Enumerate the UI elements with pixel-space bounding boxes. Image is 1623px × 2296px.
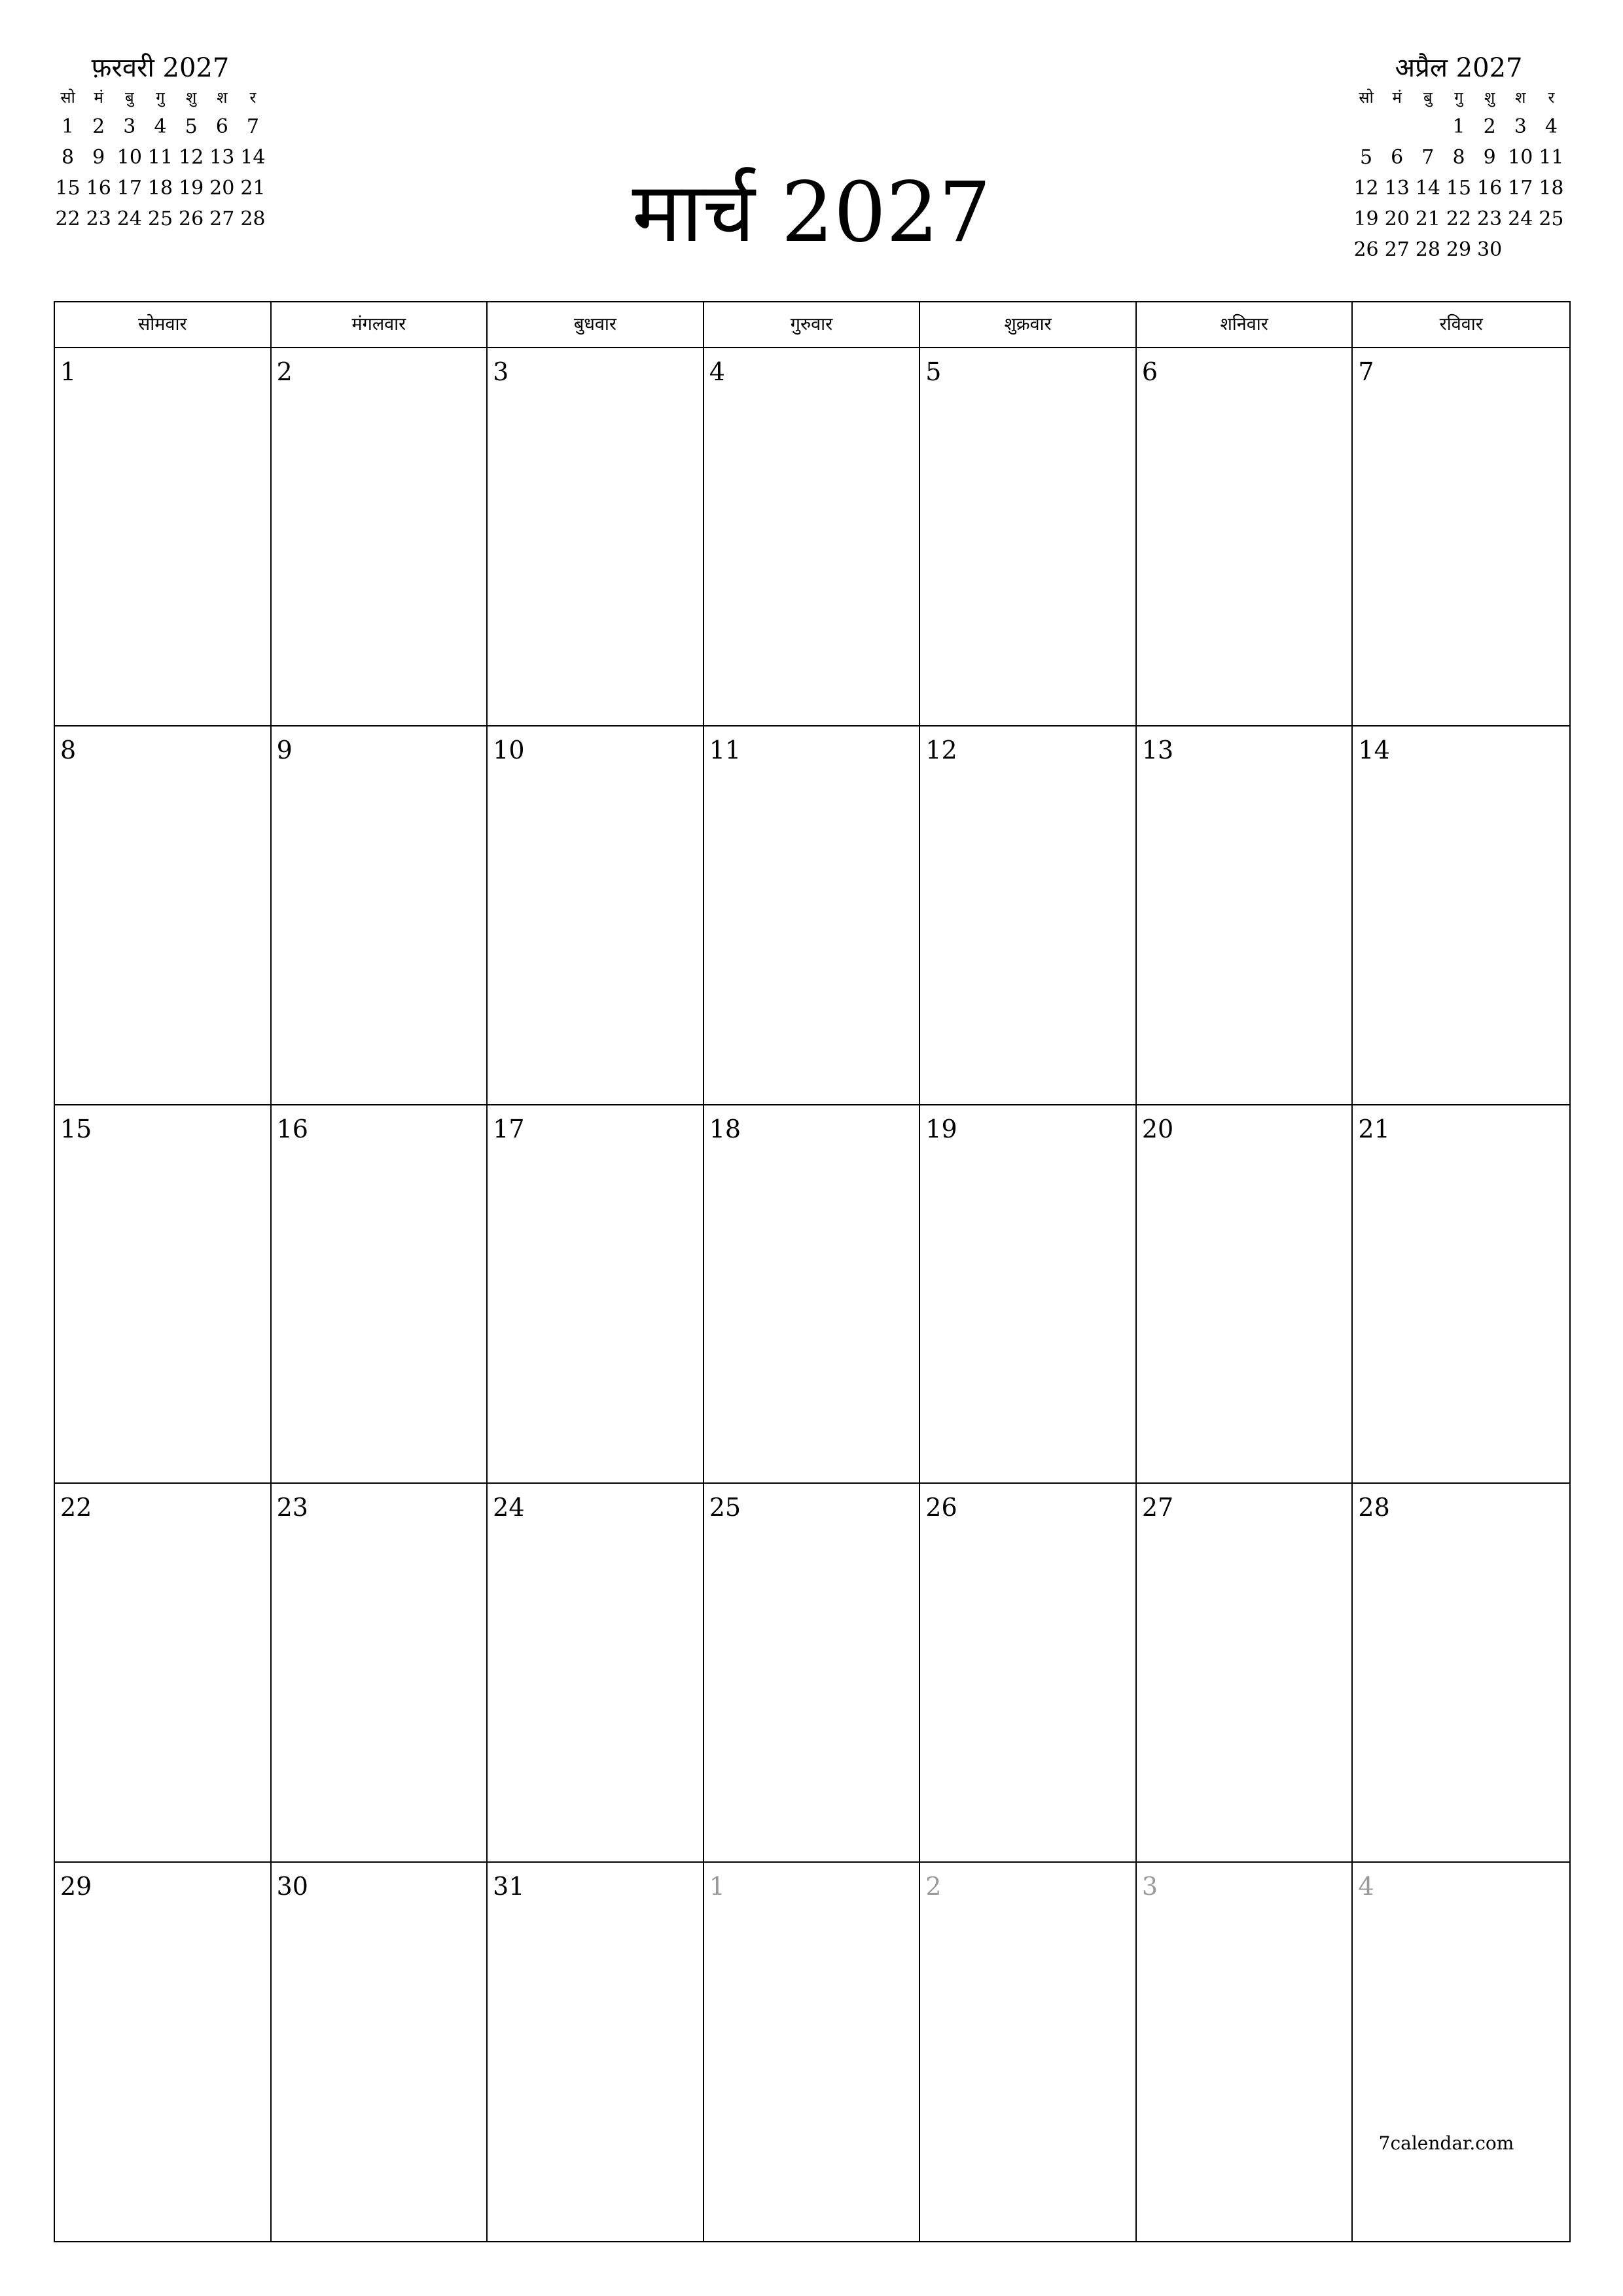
prev-month-day: 17 <box>116 177 142 200</box>
day-cell <box>55 348 272 726</box>
next-month-day: 7 <box>1421 146 1435 169</box>
day-cell <box>1353 726 1569 1105</box>
day-number: 16 <box>276 1114 308 1143</box>
day-number: 28 <box>1358 1493 1390 1522</box>
prev-month-day: 10 <box>116 146 142 169</box>
day-number: 19 <box>925 1114 957 1143</box>
day-cell <box>1137 1105 1353 1484</box>
prev-month-weekday-header: सो <box>60 88 75 107</box>
next-month-weekday-header: गु <box>1454 88 1463 107</box>
day-cell <box>704 1105 921 1484</box>
next-month-day: 26 <box>1353 238 1379 261</box>
weekday-header: शुक्रवार <box>920 302 1137 348</box>
other-month-day-number: 1 <box>709 1871 725 1901</box>
day-cell <box>55 1863 272 2241</box>
next-month-day: 27 <box>1384 238 1410 261</box>
day-number: 9 <box>276 736 293 765</box>
prev-month-day: 1 <box>62 115 75 138</box>
day-cell <box>1137 348 1353 726</box>
day-number: 17 <box>493 1114 525 1143</box>
prev-month-weekday-header: र <box>249 88 257 107</box>
prev-month-day: 18 <box>147 177 173 200</box>
day-cell <box>1137 726 1353 1105</box>
day-number: 30 <box>276 1871 308 1901</box>
next-month-day: 28 <box>1415 238 1440 261</box>
prev-month-day: 20 <box>209 177 235 200</box>
day-cell <box>704 1863 921 2241</box>
next-month-day <box>1351 111 1382 142</box>
prev-month-weekday-header: गु <box>156 88 165 107</box>
day-cell <box>1353 348 1569 726</box>
prev-month-day: 11 <box>147 146 173 169</box>
prev-month-day: 19 <box>179 177 204 200</box>
next-month-day: 24 <box>1508 207 1533 230</box>
next-month-weekday-header: बु <box>1423 88 1433 107</box>
prev-month-day: 27 <box>209 207 235 230</box>
day-cell <box>1353 1105 1569 1484</box>
day-number: 10 <box>493 736 525 765</box>
prev-month-day: 21 <box>240 177 266 200</box>
day-number: 18 <box>709 1114 741 1143</box>
next-month-day: 2 <box>1483 115 1496 138</box>
next-month-day: 15 <box>1446 177 1472 200</box>
next-month-day: 6 <box>1391 146 1404 169</box>
next-month-day: 9 <box>1483 146 1496 169</box>
next-month-day: 19 <box>1353 207 1379 230</box>
prev-month-weekday-header: श <box>217 88 228 107</box>
day-cell <box>272 348 488 726</box>
next-month-day: 5 <box>1360 146 1373 169</box>
prev-month-day: 28 <box>240 207 266 230</box>
prev-month-weekday-header: मं <box>94 88 103 107</box>
weekday-header: मंगलवार <box>272 302 488 348</box>
day-number: 11 <box>709 736 741 765</box>
other-month-day-number: 3 <box>1141 1871 1158 1901</box>
day-cell <box>1353 1484 1569 1862</box>
day-number: 13 <box>1141 736 1174 765</box>
day-number: 14 <box>1358 736 1390 765</box>
day-number: 21 <box>1358 1114 1390 1143</box>
next-month-day: 13 <box>1384 177 1410 200</box>
next-month-day: 21 <box>1415 207 1440 230</box>
prev-month-day: 5 <box>185 115 198 138</box>
next-month-day: 4 <box>1544 115 1558 138</box>
day-cell <box>920 1484 1137 1862</box>
weekday-header: शनिवार <box>1137 302 1353 348</box>
day-number: 2 <box>276 357 293 386</box>
day-cell <box>704 726 921 1105</box>
prev-month-day: 3 <box>123 115 136 138</box>
day-cell <box>55 1484 272 1862</box>
next-month-weekday-header: श <box>1515 88 1526 107</box>
day-number: 15 <box>60 1114 92 1143</box>
day-number: 29 <box>60 1871 92 1901</box>
prev-month-day: 16 <box>86 177 111 200</box>
next-month-day: 17 <box>1508 177 1533 200</box>
next-month-day: 8 <box>1452 146 1465 169</box>
day-cell <box>488 726 704 1105</box>
weekday-header: रविवार <box>1353 302 1569 348</box>
next-month-title: अप्रैल 2027 <box>1395 53 1523 83</box>
next-month-weekday-header: र <box>1548 88 1555 107</box>
day-number: 8 <box>60 736 77 765</box>
prev-month-weekday-header: शु <box>185 88 197 107</box>
next-month-day: 3 <box>1514 115 1527 138</box>
prev-month-day: 2 <box>92 115 105 138</box>
day-cell <box>920 726 1137 1105</box>
prev-month-grid <box>52 84 268 234</box>
next-month-grid <box>1351 84 1567 265</box>
day-cell <box>488 1484 704 1862</box>
day-cell <box>272 726 488 1105</box>
month-calendar-grid <box>54 301 1571 2242</box>
next-month-mini-calendar <box>1351 52 1567 265</box>
next-month-weekday-header: शु <box>1484 88 1495 107</box>
day-number: 24 <box>493 1493 525 1522</box>
next-month-day: 16 <box>1477 177 1503 200</box>
day-cell <box>920 1863 1137 2241</box>
weekday-header: गुरुवार <box>704 302 921 348</box>
day-cell <box>920 348 1137 726</box>
site-credit: 7calendar.com <box>1378 2132 1514 2154</box>
day-number: 25 <box>709 1493 741 1522</box>
day-number: 23 <box>276 1493 308 1522</box>
day-number: 5 <box>925 357 942 386</box>
prev-month-day: 8 <box>62 146 75 169</box>
day-cell <box>704 348 921 726</box>
day-cell <box>55 1105 272 1484</box>
prev-month-day: 25 <box>147 207 173 230</box>
day-number: 3 <box>493 357 509 386</box>
other-month-day-number: 4 <box>1358 1871 1374 1901</box>
day-number: 31 <box>493 1871 525 1901</box>
prev-month-day: 24 <box>116 207 142 230</box>
prev-month-title: फ़रवरी 2027 <box>91 53 230 83</box>
prev-month-mini-calendar <box>52 52 268 234</box>
prev-month-day: 4 <box>154 115 167 138</box>
day-cell <box>488 348 704 726</box>
next-month-day <box>1412 111 1443 142</box>
next-month-weekday-header: सो <box>1359 88 1374 107</box>
prev-month-day: 7 <box>246 115 259 138</box>
day-number: 22 <box>60 1493 92 1522</box>
next-month-day: 11 <box>1539 146 1564 169</box>
prev-month-day: 13 <box>209 146 235 169</box>
next-month-day: 30 <box>1477 238 1503 261</box>
day-number: 7 <box>1358 357 1374 386</box>
page-title: मार्च 2027 <box>632 164 991 260</box>
prev-month-day: 6 <box>215 115 228 138</box>
day-cell <box>488 1105 704 1484</box>
prev-month-day: 14 <box>240 146 266 169</box>
prev-month-day: 15 <box>55 177 80 200</box>
prev-month-weekday-header: बु <box>124 88 134 107</box>
prev-month-day: 22 <box>55 207 80 230</box>
day-number: 20 <box>1141 1114 1174 1143</box>
day-number: 1 <box>60 357 77 386</box>
day-cell <box>272 1105 488 1484</box>
next-month-day: 18 <box>1539 177 1564 200</box>
next-month-day: 25 <box>1539 207 1564 230</box>
next-month-day: 22 <box>1446 207 1472 230</box>
day-cell <box>920 1105 1137 1484</box>
other-month-day-number: 2 <box>925 1871 942 1901</box>
next-month-day: 1 <box>1452 115 1465 138</box>
next-month-day: 23 <box>1477 207 1503 230</box>
next-month-day: 29 <box>1446 238 1472 261</box>
next-month-day: 20 <box>1384 207 1410 230</box>
day-cell <box>272 1863 488 2241</box>
day-number: 6 <box>1141 357 1158 386</box>
day-cell <box>1137 1484 1353 1862</box>
weekday-header: सोमवार <box>55 302 272 348</box>
weekday-header: बुधवार <box>488 302 704 348</box>
day-cell <box>704 1484 921 1862</box>
day-cell <box>1353 1863 1569 2241</box>
next-month-weekday-header: मं <box>1392 88 1402 107</box>
prev-month-day: 9 <box>92 146 105 169</box>
next-month-day <box>1382 111 1412 142</box>
day-number: 26 <box>925 1493 957 1522</box>
next-month-day: 14 <box>1415 177 1440 200</box>
prev-month-day: 12 <box>179 146 204 169</box>
day-cell <box>272 1484 488 1862</box>
prev-month-day: 26 <box>179 207 204 230</box>
day-number: 27 <box>1141 1493 1174 1522</box>
day-cell <box>488 1863 704 2241</box>
day-number: 4 <box>709 357 725 386</box>
prev-month-day: 23 <box>86 207 111 230</box>
day-number: 12 <box>925 736 957 765</box>
day-cell <box>55 726 272 1105</box>
next-month-day: 12 <box>1353 177 1379 200</box>
next-month-day: 10 <box>1508 146 1533 169</box>
day-cell <box>1137 1863 1353 2241</box>
